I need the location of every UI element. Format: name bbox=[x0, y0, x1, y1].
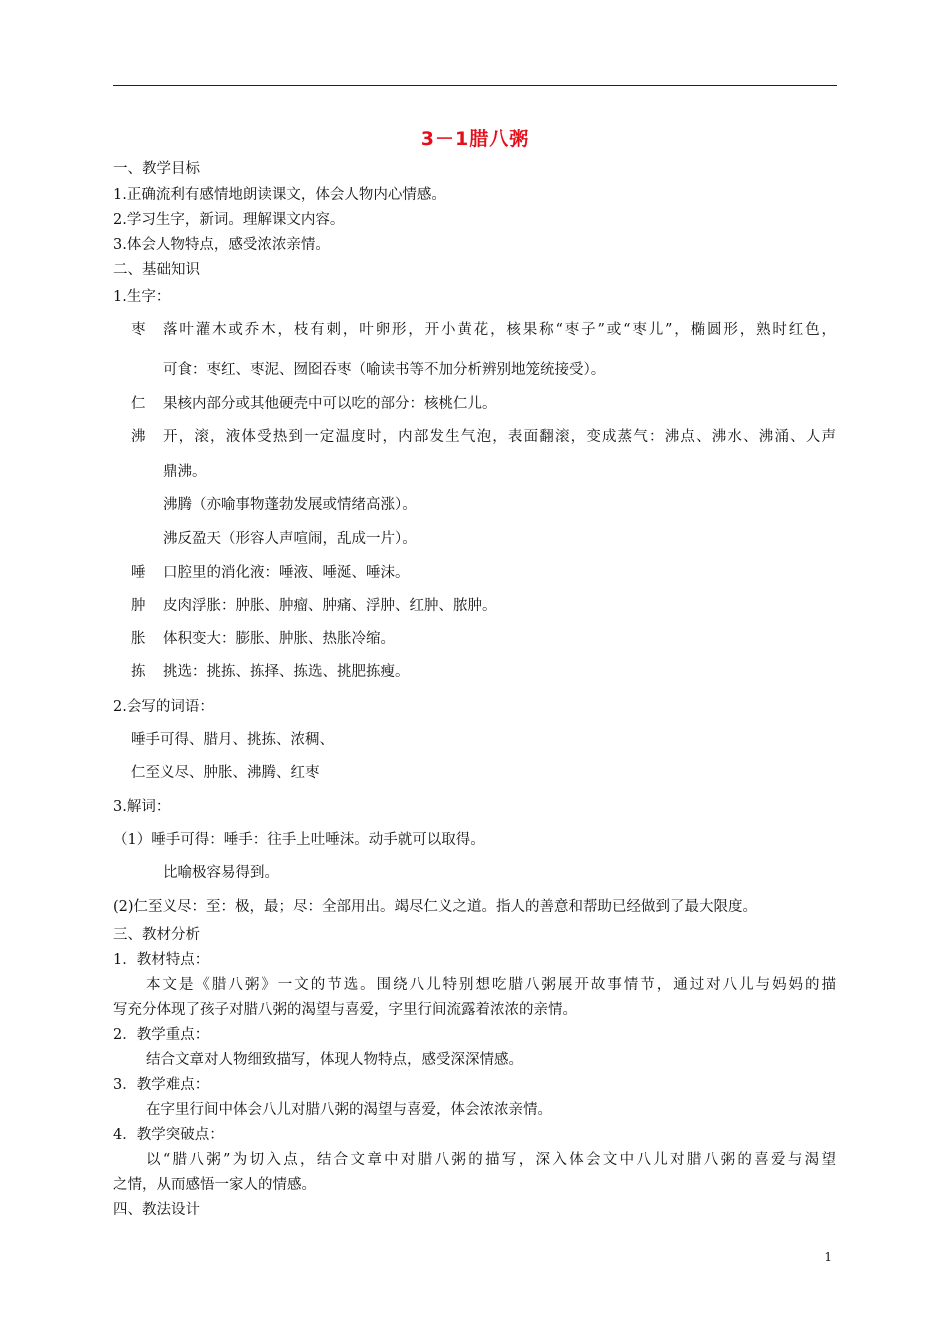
analysis-4-line-1: 以“腊八粥”为切入点，结合文章中对腊八粥的描写，深入体会文中八儿对腊八粥的喜爱与渴望 bbox=[146, 1152, 836, 1168]
goal-item-1: 1.正确流利有感情地朗读课文，体会人物内心情感。 bbox=[113, 187, 446, 203]
ciyu-label: 2.会写的词语： bbox=[113, 699, 214, 715]
char-zhong: 肿 bbox=[131, 598, 146, 614]
section-heading-goals: 一、教学目标 bbox=[113, 161, 200, 177]
char-ren-def: 果核内部分或其他硬壳中可以吃的部分：核桃仁儿。 bbox=[163, 396, 497, 412]
jieci-2: (2)仁至义尽：至：极，最；尽：全部用出。竭尽仁义之道。指人的善意和帮助已经做到了最大限度。 bbox=[113, 899, 758, 915]
goal-item-3: 3.体会人物特点，感受浓浓亲情。 bbox=[113, 237, 330, 253]
goal-item-2: 2.学习生字，新词。理解课文内容。 bbox=[113, 212, 345, 228]
analysis-3-label: 3．教学难点： bbox=[113, 1077, 210, 1093]
char-tuo: 唾 bbox=[131, 565, 146, 581]
ciyu-line-2: 仁至义尽、肿胀、沸腾、红枣 bbox=[131, 765, 320, 781]
page-title: 3－1腊八粥 bbox=[420, 128, 530, 150]
char-fei: 沸 bbox=[131, 429, 146, 445]
analysis-2-line-1: 结合文章对人物细致描写，体现人物特点，感受深深情感。 bbox=[146, 1052, 523, 1068]
analysis-3-line-1: 在字里行间中体会八儿对腊八粥的渴望与喜爱，体会浓浓亲情。 bbox=[146, 1102, 552, 1118]
section-heading-analysis: 三、教材分析 bbox=[113, 927, 200, 943]
char-fei-def-1: 开，滚，液体受热到一定温度时，内部发生气泡，表面翻滚，变成蒸气：沸点、沸水、沸涌、人声 bbox=[163, 429, 836, 445]
char-ren: 仁 bbox=[131, 396, 146, 412]
char-zao-def-2: 可食：枣红、枣泥、囫囵吞枣（喻读书等不加分析辨别地笼统接受）。 bbox=[163, 362, 606, 378]
char-jian-def: 挑选：挑拣、拣择、拣选、挑肥拣瘦。 bbox=[163, 664, 410, 680]
analysis-4-line-2: 之情，从而感悟一家人的情感。 bbox=[113, 1177, 316, 1193]
jieci-1-line-1: （1）唾手可得：唾手：往手上吐唾沫。动手就可以取得。 bbox=[113, 832, 485, 848]
char-jian: 拣 bbox=[131, 664, 146, 680]
section-heading-basics: 二、基础知识 bbox=[113, 262, 200, 278]
page-number: 1 bbox=[824, 1250, 832, 1264]
char-fei-def-4: 沸反盈天（形容人声喧闹，乱成一片）。 bbox=[163, 531, 417, 547]
section-heading-methods: 四、教法设计 bbox=[113, 1202, 200, 1218]
jieci-1-line-2: 比喻极容易得到。 bbox=[163, 865, 279, 881]
char-fei-def-2: 鼎沸。 bbox=[163, 464, 207, 480]
header-rule bbox=[113, 85, 837, 86]
char-tuo-def: 口腔里的消化液：唾液、唾涎、唾沫。 bbox=[163, 565, 410, 581]
shengzi-label: 1.生字： bbox=[113, 289, 171, 305]
analysis-1-line-2: 写充分体现了孩子对腊八粥的渴望与喜爱，字里行间流露着浓浓的亲情。 bbox=[113, 1002, 577, 1018]
analysis-4-label: 4．教学突破点： bbox=[113, 1127, 224, 1143]
jieci-label: 3.解词： bbox=[113, 799, 171, 815]
char-zhang: 胀 bbox=[131, 631, 146, 647]
analysis-2-label: 2．教学重点： bbox=[113, 1027, 210, 1043]
char-zao: 枣 bbox=[131, 322, 146, 338]
analysis-1-line-1: 本文是《腊八粥》一文的节选。围绕八儿特别想吃腊八粥展开故事情节，通过对八儿与妈妈的描 bbox=[146, 977, 836, 993]
char-zao-def-1: 落叶灌木或乔木，枝有刺，叶卵形，开小黄花，核果称“枣子”或“枣儿”，椭圆形，熟时红色， bbox=[163, 322, 836, 338]
char-zhang-def: 体积变大：膨胀、肿胀、热胀冷缩。 bbox=[163, 631, 395, 647]
char-fei-def-3: 沸腾（亦喻事物蓬勃发展或情绪高涨）。 bbox=[163, 497, 417, 513]
char-zhong-def: 皮肉浮胀：肿胀、肿瘤、肿痛、浮肿、红肿、脓肿。 bbox=[163, 598, 497, 614]
ciyu-line-1: 唾手可得、腊月、挑拣、浓稠、 bbox=[131, 732, 334, 748]
analysis-1-label: 1．教材特点： bbox=[113, 952, 210, 968]
